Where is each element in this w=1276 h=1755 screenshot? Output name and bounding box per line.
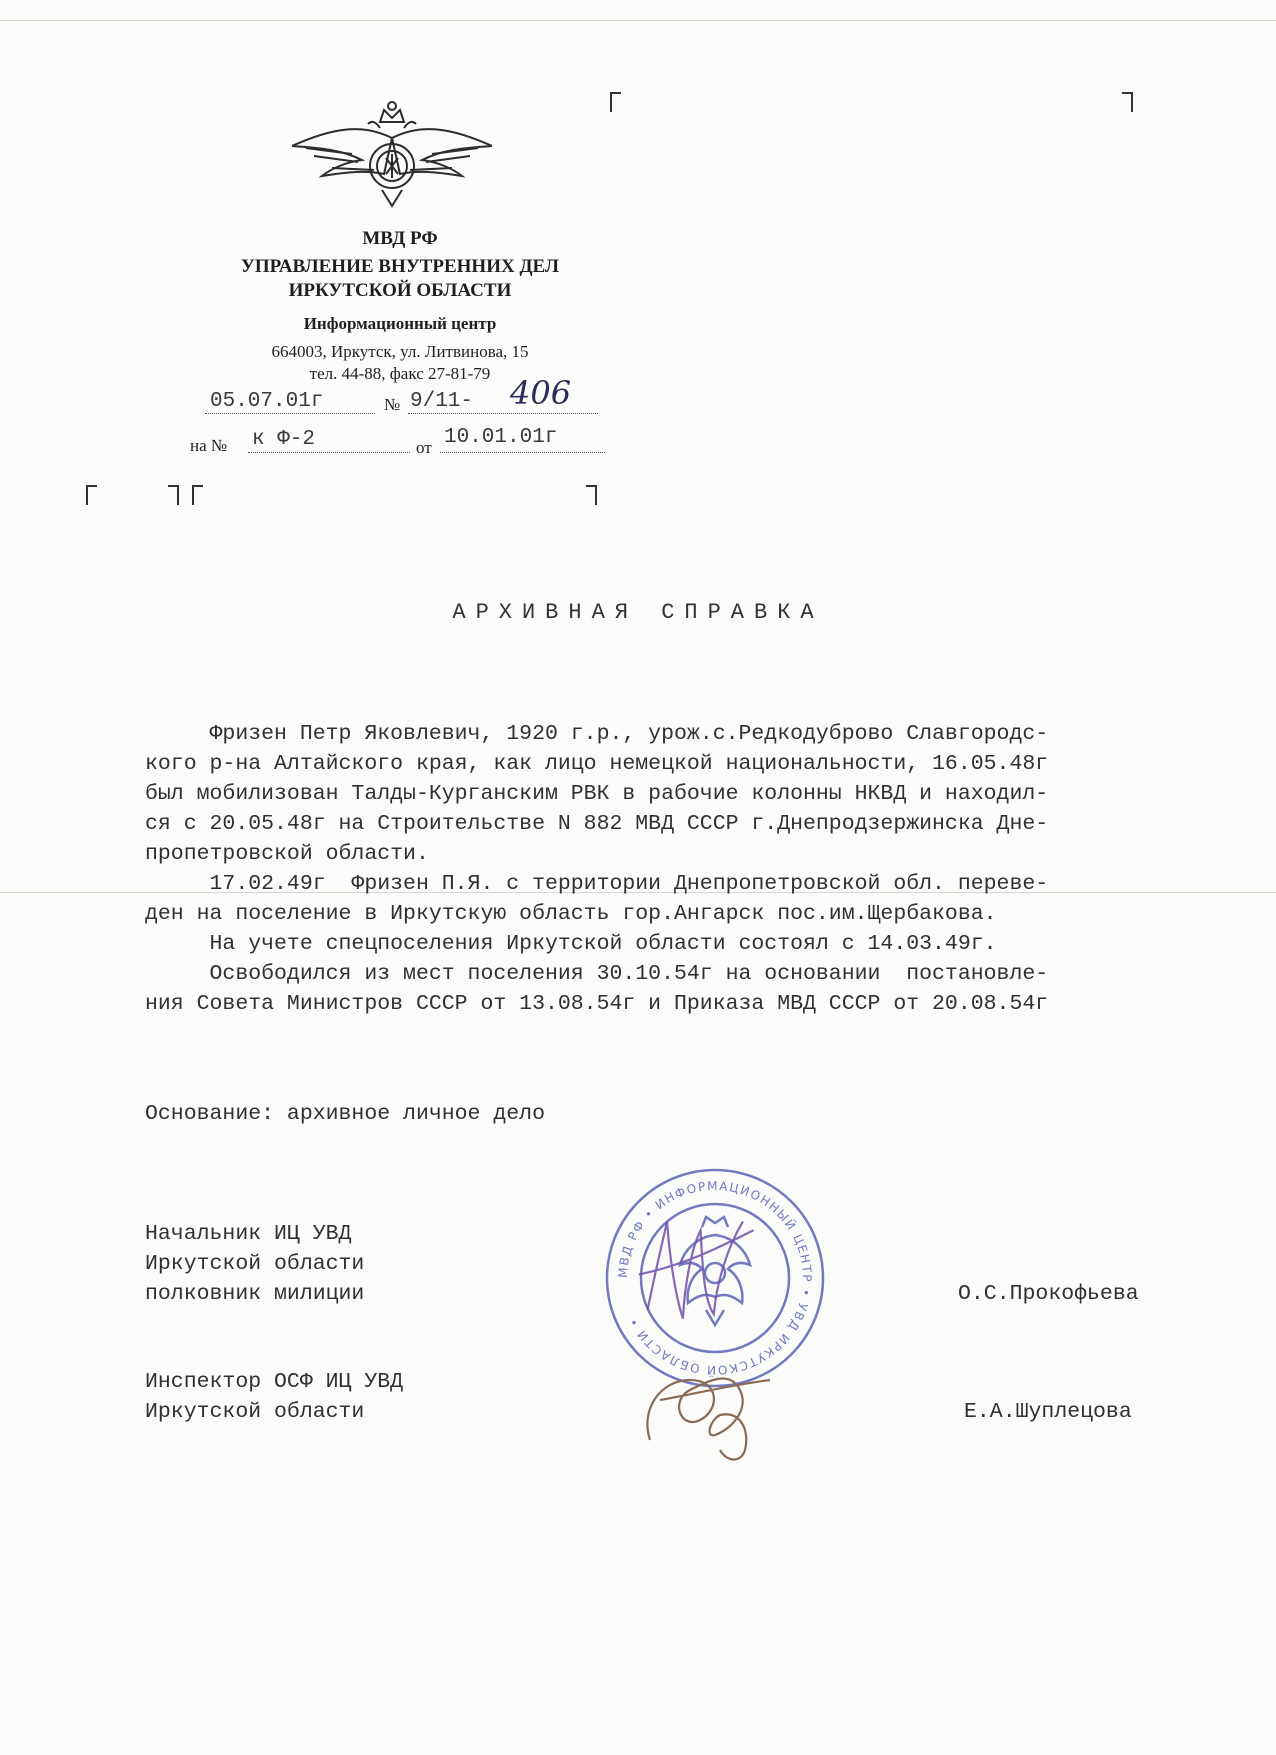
body-line: Освободился из мест поселения 30.10.54г на основании постановле-	[145, 962, 1049, 986]
corner-mark	[1122, 92, 1133, 112]
corner-mark	[586, 485, 597, 505]
body-line: пропетровской области.	[145, 842, 429, 866]
stamp-ring-text: МВД РФ • ИНФОРМАЦИОННЫЙ ЦЕНТР • УВД ИРКУТСКОЙ ОБЛАСТИ •	[615, 1178, 815, 1378]
address: 664003, Иркутск, ул. Литвинова, 15	[271, 342, 529, 361]
paper-top-edge	[0, 20, 1276, 21]
corner-mark	[168, 485, 179, 505]
inspector-title-line2: Иркутской области	[145, 1400, 365, 1424]
body-line: ния Совета Министров СССР от 13.08.54г и Приказа МВД СССР от 20.08.54г	[145, 992, 1049, 1016]
contacts: тел. 44-88, факс 27-81-79	[309, 364, 491, 383]
ref-label: на №	[190, 436, 228, 455]
corner-mark	[610, 92, 621, 112]
ref-date-line	[440, 452, 605, 453]
body-line: На учете спецпоселения Иркутской области состоял с 14.03.49г.	[145, 932, 997, 956]
org-mvd: МВД РФ	[362, 228, 438, 249]
org-region: ИРКУТСКОЙ ОБЛАСТИ	[288, 280, 512, 301]
basis-line: Основание: архивное личное дело	[145, 1102, 545, 1126]
document-title: АРХИВНАЯ СПРАВКА	[452, 600, 824, 625]
body-line: ся с 20.05.48г на Строительстве N 882 МВД СССР г.Днепродзержинска Дне-	[145, 812, 1049, 836]
inspector-signature	[620, 1340, 790, 1470]
body-line: 17.02.49г Фризен П.Я. с территории Днепропетровской обл. переве-	[145, 872, 1049, 896]
body-line: Фризен Петр Яковлевич, 1920 г.р., урож.с.Редкодуброво Славгородс-	[145, 722, 1049, 746]
ref-date: 10.01.01г	[444, 426, 558, 449]
org-uvd: УПРАВЛЕНИЕ ВНУТРЕННИХ ДЕЛ	[240, 256, 560, 277]
chief-title-line2: Иркутской области	[145, 1252, 365, 1276]
chief-signature	[630, 1195, 780, 1345]
corner-mark	[192, 485, 203, 505]
chief-name: О.С.Прокофьева	[958, 1282, 1139, 1306]
outgoing-date: 05.07.01г	[210, 390, 324, 413]
chief-title-line3: полковник милиции	[145, 1282, 365, 1306]
inspector-title-line1: Инспектор ОСФ ИЦ УВД	[145, 1370, 404, 1394]
corner-mark	[86, 485, 97, 505]
body-line: ден на поселение в Иркутскую область гор.Ангарск пос.им.Щербакова.	[145, 902, 997, 926]
double-headed-eagle-emblem	[292, 98, 492, 208]
ref-field-line	[248, 452, 410, 453]
ref-number: к Ф-2	[252, 428, 316, 451]
number-field-line	[408, 413, 598, 414]
handwritten-number: 406	[510, 374, 572, 412]
chief-title-line1: Начальник ИЦ УВД	[145, 1222, 352, 1246]
number-label: №	[384, 395, 401, 414]
info-center: Информационный центр	[303, 314, 497, 333]
outgoing-number: 9/11-	[410, 390, 474, 413]
date-field-line	[205, 413, 375, 414]
body-line: был мобилизован Талды-Курганским РВК в рабочие колонны НКВД и находил-	[145, 782, 1049, 806]
ref-from-label: от	[416, 438, 432, 457]
inspector-name: Е.А.Шуплецова	[964, 1400, 1132, 1424]
body-line: кого р-на Алтайского края, как лицо немецкой национальности, 16.05.48г	[145, 752, 1049, 776]
